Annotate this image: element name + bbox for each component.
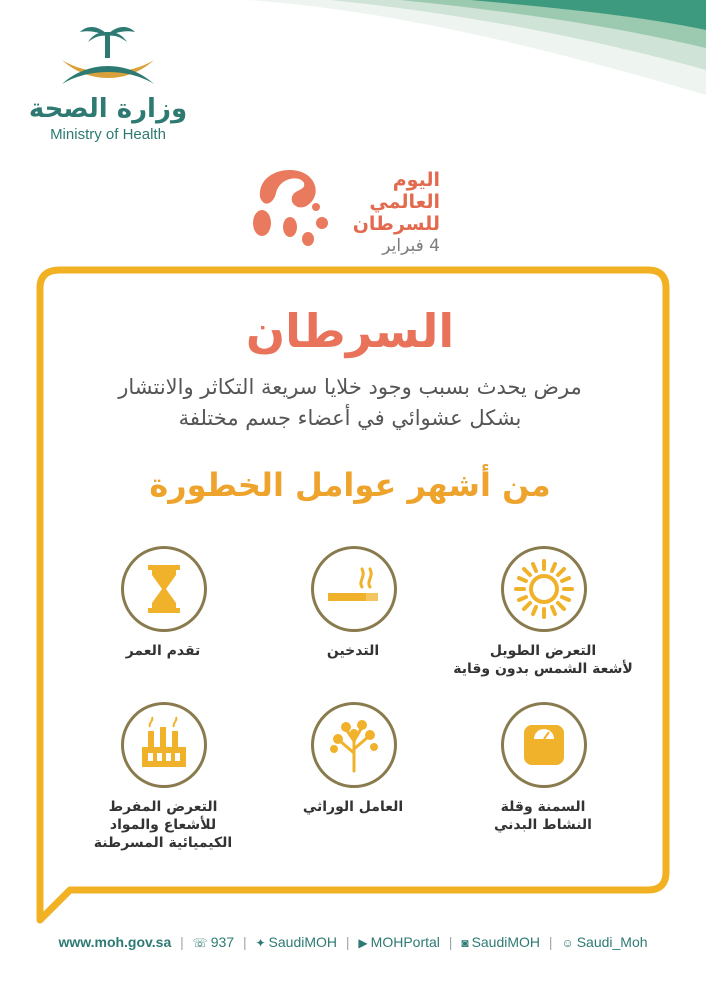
sun-icon — [504, 549, 584, 629]
factor-age — [68, 546, 258, 706]
factor-label — [448, 798, 638, 834]
description-line-1: مرض يحدث بسبب وجود خلايا سريعة التكاثر والانتشار — [118, 375, 582, 399]
factor-icon-circle — [501, 546, 587, 632]
cigarette-icon — [314, 549, 394, 629]
ministry-logo — [28, 22, 188, 152]
footer-divider: | — [242, 934, 247, 950]
moh-emblem-icon — [48, 22, 168, 94]
factor-label-line-1: السمنة وقلة — [500, 799, 586, 815]
factor-label-line-2: النشاط البدني — [494, 817, 592, 833]
factor-icon-circle — [311, 702, 397, 788]
scale-icon — [504, 705, 584, 785]
website-link[interactable]: www.moh.gov.sa — [58, 934, 172, 950]
factor-label-line-1: التعرض المفرط — [108, 799, 218, 815]
factor-obesity — [448, 702, 638, 862]
factor-icon-circle — [121, 702, 207, 788]
factor-label-line-2: لأشعة الشمس بدون وقاية — [453, 661, 633, 677]
youtube-link[interactable] — [358, 934, 439, 950]
factor-label-line-1: العامل الوراثي — [302, 799, 404, 815]
description-line-2: بشكل عشوائي في أعضاء جسم مختلفة — [178, 406, 522, 430]
footer-divider: | — [345, 934, 350, 950]
factor-label — [68, 798, 258, 852]
ministry-name-english: Ministry of Health — [50, 126, 166, 143]
phone-number: 937 — [210, 934, 235, 950]
factor-chemicals — [68, 702, 258, 862]
factor-label — [258, 642, 448, 660]
ministry-name-arabic: وزارة الصحة — [28, 94, 188, 124]
instagram-link[interactable] — [461, 934, 540, 950]
factor-genetics — [258, 702, 448, 862]
twitter-icon: ✦ — [255, 936, 266, 950]
youtube-icon: ▶ — [358, 936, 368, 950]
cancer-day-date: 4 فبراير — [382, 236, 440, 256]
factor-label-line-1: تقدم العمر — [125, 643, 201, 659]
cancer-day-text — [330, 169, 440, 257]
factor-label — [258, 798, 448, 816]
phone-icon: ☏ — [192, 936, 208, 950]
risk-factors-heading: من أشهر عوامل الخطورة — [149, 466, 551, 504]
factor-smoking — [258, 546, 448, 706]
cancer-day-title: اليوم العالمي — [369, 169, 440, 213]
cancer-day-subtitle: للسرطان — [352, 213, 440, 235]
cancer-description — [80, 372, 620, 434]
twitter-handle: SaudiMOH — [268, 934, 337, 950]
snapchat-link[interactable] — [561, 934, 647, 950]
instagram-icon: ◙ — [461, 936, 469, 950]
footer-divider: | — [548, 934, 553, 950]
tree-icon — [314, 705, 394, 785]
world-cancer-day-badge — [250, 165, 450, 256]
footer-contact-bar — [0, 934, 706, 950]
factor-label-line-1: التدخين — [326, 643, 380, 659]
cancer-day-symbol-icon — [250, 165, 334, 249]
hourglass-icon — [124, 549, 204, 629]
footer-divider: | — [448, 934, 453, 950]
factor-label-line-2: للأشعاع والمواد — [109, 817, 217, 833]
factory-icon — [124, 705, 204, 785]
factor-label-line-3: الكيميائية المسرطنة — [93, 835, 233, 851]
youtube-handle: MOHPortal — [370, 934, 440, 950]
factor-icon-circle — [501, 702, 587, 788]
factor-icon-circle — [121, 546, 207, 632]
snapchat-handle: Saudi_Moh — [576, 934, 648, 950]
phone-contact[interactable] — [193, 934, 234, 950]
footer-divider: | — [180, 934, 184, 950]
twitter-link[interactable] — [255, 934, 337, 950]
snapchat-icon: ☺ — [561, 936, 574, 950]
factor-icon-circle — [311, 546, 397, 632]
page-title: السرطان — [245, 304, 455, 358]
factor-sun-exposure — [448, 546, 638, 706]
factor-label-line-1: التعرض الطويل — [489, 643, 597, 659]
instagram-handle: SaudiMOH — [471, 934, 541, 950]
factor-label — [68, 642, 258, 660]
factor-label — [448, 642, 638, 678]
